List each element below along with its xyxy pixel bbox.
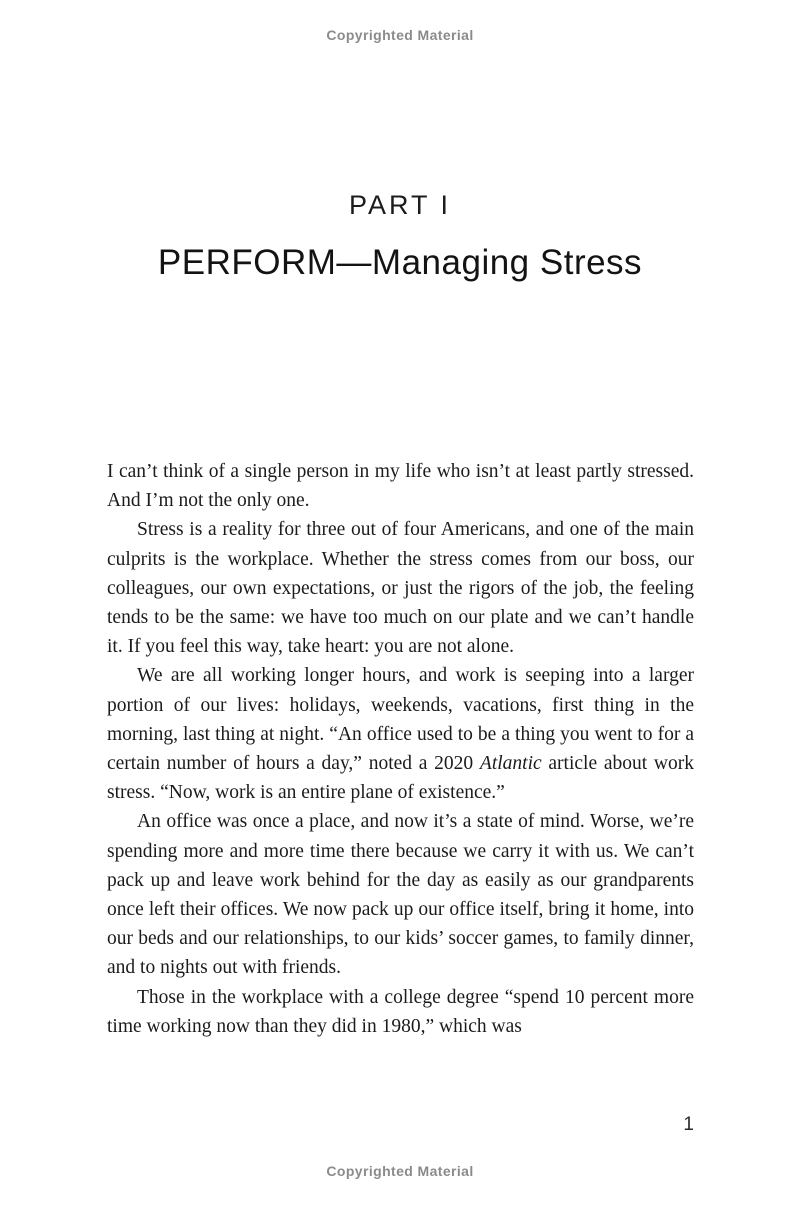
paragraph: [107, 515, 694, 661]
part-label: PART I: [348, 190, 452, 220]
paragraph: [107, 457, 694, 515]
text-run: We are all working longer hours, and work is seeping into a larger portion of our lives: holidays, weekends, vacations, first thing in the morning, last thing at night. “An office used to be a thing you went to for a certain number of hours a day,” noted a 2020: [107, 665, 694, 775]
copyright-notice-top: Copyrighted Material: [326, 27, 474, 43]
page-number: 1: [683, 1114, 694, 1135]
chapter-title: PERFORM—Managing Stress: [157, 243, 643, 282]
italic-text-run: Atlantic: [479, 753, 542, 775]
text-run: An office was once a place, and now it’s a state of mind. Worse, we’re spending more and more time there because we carry it with us. We can’t pack up and leave work behind for the day as easily as our grandparents once left their offices. We now pack up our office itself, bring it home, into our beds and our relationships, to our kids’ soccer games, to family dinner, and to nights out with friends.: [107, 811, 694, 979]
text-run: article about work stress. “Now, work is an entire plane of existence.”: [107, 753, 694, 804]
paragraph: [107, 983, 694, 1041]
paragraph: [107, 661, 694, 807]
copyright-notice-bottom: Copyrighted Material: [326, 1163, 474, 1179]
text-run: I can’t think of a single person in my life who isn’t at least partly stressed. And I’m not the only one.: [107, 461, 694, 512]
text-run: Those in the workplace with a college degree “spend 10 percent more time working now than they did in 1980,” which was: [107, 986, 694, 1037]
paragraph: [107, 807, 694, 982]
body-text: [107, 457, 694, 1041]
text-run: Stress is a reality for three out of four Americans, and one of the main culprits is the workplace. Whether the stress comes from our boss, our colleagues, our own expectations, or just the rigors of the job, the feeling tends to be the same: we have too much on our plate and we can’t handle it. If you feel this way, take heart: you are not alone.: [107, 519, 694, 658]
